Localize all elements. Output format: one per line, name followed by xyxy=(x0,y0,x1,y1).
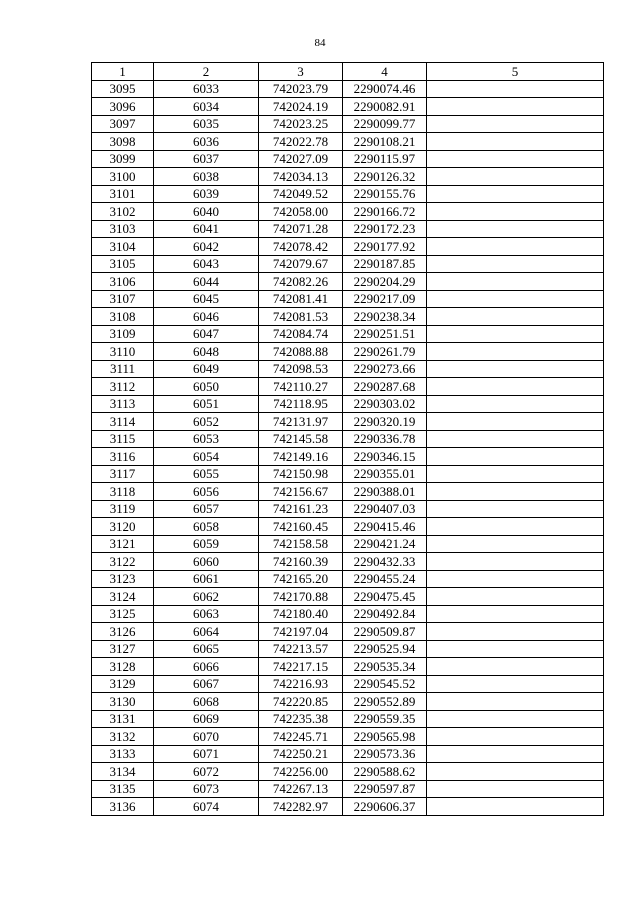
table-cell xyxy=(427,588,604,606)
table-cell: 742081.53 xyxy=(259,308,343,326)
table-cell: 742098.53 xyxy=(259,360,343,378)
table-cell: 2290597.87 xyxy=(343,780,427,798)
table-cell: 3123 xyxy=(92,570,154,588)
table-cell xyxy=(427,500,604,518)
table-cell: 3102 xyxy=(92,203,154,221)
table-cell: 742049.52 xyxy=(259,185,343,203)
table-row xyxy=(92,395,604,413)
table-cell: 742256.00 xyxy=(259,763,343,781)
table-row xyxy=(92,780,604,798)
table-row xyxy=(92,745,604,763)
table-cell: 6070 xyxy=(154,728,259,746)
table-cell: 6034 xyxy=(154,98,259,116)
table-cell: 6035 xyxy=(154,115,259,133)
table-cell: 3100 xyxy=(92,168,154,186)
table-row xyxy=(92,413,604,431)
table-cell: 742071.28 xyxy=(259,220,343,238)
table-cell: 2290552.89 xyxy=(343,693,427,711)
table-cell: 742022.78 xyxy=(259,133,343,151)
table-cell: 2290261.79 xyxy=(343,343,427,361)
table-cell: 2290355.01 xyxy=(343,465,427,483)
table-cell: 3107 xyxy=(92,290,154,308)
table-header xyxy=(92,63,604,81)
table-cell: 742088.88 xyxy=(259,343,343,361)
table-cell: 3098 xyxy=(92,133,154,151)
table-cell: 2290320.19 xyxy=(343,413,427,431)
table-cell: 3133 xyxy=(92,745,154,763)
table-cell: 742161.23 xyxy=(259,500,343,518)
table-cell: 742081.41 xyxy=(259,290,343,308)
table-row xyxy=(92,710,604,728)
table-cell: 2290565.98 xyxy=(343,728,427,746)
table-cell: 3119 xyxy=(92,500,154,518)
table-cell xyxy=(427,203,604,221)
table-cell xyxy=(427,238,604,256)
table-row xyxy=(92,430,604,448)
table-cell: 3127 xyxy=(92,640,154,658)
table-cell: 3136 xyxy=(92,798,154,816)
table-cell: 3129 xyxy=(92,675,154,693)
table-row xyxy=(92,798,604,816)
table-cell: 742079.67 xyxy=(259,255,343,273)
table-cell: 3104 xyxy=(92,238,154,256)
table-cell: 3110 xyxy=(92,343,154,361)
table-body xyxy=(92,80,604,815)
table-cell: 6047 xyxy=(154,325,259,343)
table-row xyxy=(92,325,604,343)
table-cell: 3095 xyxy=(92,80,154,98)
table-cell: 742267.13 xyxy=(259,780,343,798)
table-cell xyxy=(427,133,604,151)
table-row xyxy=(92,185,604,203)
table-row xyxy=(92,98,604,116)
table-cell: 2290172.23 xyxy=(343,220,427,238)
table-cell: 6066 xyxy=(154,658,259,676)
table-cell: 3096 xyxy=(92,98,154,116)
column-header: 5 xyxy=(427,63,604,81)
table-row xyxy=(92,220,604,238)
table-row xyxy=(92,168,604,186)
table-cell: 742023.79 xyxy=(259,80,343,98)
table-cell: 2290074.46 xyxy=(343,80,427,98)
table-cell: 2290455.24 xyxy=(343,570,427,588)
table-cell: 6051 xyxy=(154,395,259,413)
table-cell: 2290535.34 xyxy=(343,658,427,676)
table-cell xyxy=(427,465,604,483)
table-cell: 742145.58 xyxy=(259,430,343,448)
table-cell: 742084.74 xyxy=(259,325,343,343)
table-cell: 742160.45 xyxy=(259,518,343,536)
table-cell xyxy=(427,763,604,781)
table-cell: 6037 xyxy=(154,150,259,168)
table-cell xyxy=(427,448,604,466)
table-cell: 6069 xyxy=(154,710,259,728)
table-cell: 3128 xyxy=(92,658,154,676)
table-cell: 2290251.51 xyxy=(343,325,427,343)
table-cell: 6049 xyxy=(154,360,259,378)
table-cell: 6068 xyxy=(154,693,259,711)
table-cell: 3117 xyxy=(92,465,154,483)
table-cell: 6039 xyxy=(154,185,259,203)
table-row xyxy=(92,378,604,396)
table-cell: 2290217.09 xyxy=(343,290,427,308)
table-row xyxy=(92,290,604,308)
table-cell: 6038 xyxy=(154,168,259,186)
table-row xyxy=(92,728,604,746)
table-cell: 3112 xyxy=(92,378,154,396)
table-row xyxy=(92,150,604,168)
table-cell: 742216.93 xyxy=(259,675,343,693)
table-cell: 742165.20 xyxy=(259,570,343,588)
table-cell: 6046 xyxy=(154,308,259,326)
table-row xyxy=(92,343,604,361)
table-cell: 6058 xyxy=(154,518,259,536)
table-cell: 6057 xyxy=(154,500,259,518)
table-row xyxy=(92,273,604,291)
table-cell: 742217.15 xyxy=(259,658,343,676)
table-cell: 742220.85 xyxy=(259,693,343,711)
table-cell: 6054 xyxy=(154,448,259,466)
table-cell xyxy=(427,168,604,186)
table-cell: 3101 xyxy=(92,185,154,203)
table-row xyxy=(92,465,604,483)
table-cell: 3115 xyxy=(92,430,154,448)
table-row xyxy=(92,203,604,221)
table-cell xyxy=(427,570,604,588)
table-cell xyxy=(427,623,604,641)
table-cell: 2290099.77 xyxy=(343,115,427,133)
table-row xyxy=(92,500,604,518)
table-cell: 3106 xyxy=(92,273,154,291)
table-cell: 742034.13 xyxy=(259,168,343,186)
table-row xyxy=(92,238,604,256)
table-cell xyxy=(427,693,604,711)
table-cell xyxy=(427,115,604,133)
table-cell xyxy=(427,413,604,431)
table-cell: 6036 xyxy=(154,133,259,151)
table-cell: 6063 xyxy=(154,605,259,623)
table-cell xyxy=(427,483,604,501)
header-row xyxy=(92,63,604,81)
table-cell: 2290115.97 xyxy=(343,150,427,168)
table-cell: 6053 xyxy=(154,430,259,448)
table-cell: 742027.09 xyxy=(259,150,343,168)
table-cell: 6064 xyxy=(154,623,259,641)
table-cell xyxy=(427,343,604,361)
table-row xyxy=(92,658,604,676)
page-number: 84 xyxy=(314,37,326,49)
table-cell: 3130 xyxy=(92,693,154,711)
table-row xyxy=(92,623,604,641)
table-row xyxy=(92,535,604,553)
table-cell: 2290407.03 xyxy=(343,500,427,518)
table-cell: 742235.38 xyxy=(259,710,343,728)
table-row xyxy=(92,255,604,273)
table-cell: 2290509.87 xyxy=(343,623,427,641)
column-header: 2 xyxy=(154,63,259,81)
table-cell: 6074 xyxy=(154,798,259,816)
table-cell: 6043 xyxy=(154,255,259,273)
table-cell: 3126 xyxy=(92,623,154,641)
table-cell xyxy=(427,710,604,728)
table-cell: 742023.25 xyxy=(259,115,343,133)
table-cell: 3132 xyxy=(92,728,154,746)
table-cell xyxy=(427,430,604,448)
table-cell: 6041 xyxy=(154,220,259,238)
table-cell: 742250.21 xyxy=(259,745,343,763)
table-cell xyxy=(427,780,604,798)
table-cell: 742131.97 xyxy=(259,413,343,431)
table-cell: 3131 xyxy=(92,710,154,728)
table-cell: 2290432.33 xyxy=(343,553,427,571)
table-cell xyxy=(427,605,604,623)
table-cell: 2290475.45 xyxy=(343,588,427,606)
table-row xyxy=(92,80,604,98)
table-cell: 3111 xyxy=(92,360,154,378)
table-cell xyxy=(427,290,604,308)
table-cell: 2290588.62 xyxy=(343,763,427,781)
table-cell xyxy=(427,273,604,291)
table-row xyxy=(92,640,604,658)
table-cell: 742150.98 xyxy=(259,465,343,483)
table-cell: 742110.27 xyxy=(259,378,343,396)
table-row xyxy=(92,483,604,501)
table-cell: 3134 xyxy=(92,763,154,781)
table-cell: 6048 xyxy=(154,343,259,361)
table-cell: 6060 xyxy=(154,553,259,571)
table-cell: 2290204.29 xyxy=(343,273,427,291)
table-cell: 3120 xyxy=(92,518,154,536)
table-row xyxy=(92,570,604,588)
table-cell: 6071 xyxy=(154,745,259,763)
table-cell: 6056 xyxy=(154,483,259,501)
table-cell: 742078.42 xyxy=(259,238,343,256)
column-header: 4 xyxy=(343,63,427,81)
table-row xyxy=(92,588,604,606)
table-cell: 2290559.35 xyxy=(343,710,427,728)
table-cell: 742149.16 xyxy=(259,448,343,466)
table-cell: 6040 xyxy=(154,203,259,221)
table-cell xyxy=(427,325,604,343)
column-header: 1 xyxy=(92,63,154,81)
table-cell: 2290155.76 xyxy=(343,185,427,203)
table-row xyxy=(92,553,604,571)
table-cell xyxy=(427,658,604,676)
table-cell: 742245.71 xyxy=(259,728,343,746)
table-cell: 3122 xyxy=(92,553,154,571)
table-cell: 3097 xyxy=(92,115,154,133)
table-cell xyxy=(427,745,604,763)
table-cell: 2290421.24 xyxy=(343,535,427,553)
table-cell: 3121 xyxy=(92,535,154,553)
table-cell: 742180.40 xyxy=(259,605,343,623)
table-cell: 2290606.37 xyxy=(343,798,427,816)
table-cell xyxy=(427,675,604,693)
table-cell: 3105 xyxy=(92,255,154,273)
table-cell xyxy=(427,98,604,116)
table-cell: 742082.26 xyxy=(259,273,343,291)
table-cell: 742058.00 xyxy=(259,203,343,221)
table-cell: 2290273.66 xyxy=(343,360,427,378)
table-cell: 3114 xyxy=(92,413,154,431)
table-cell: 742197.04 xyxy=(259,623,343,641)
table-cell xyxy=(427,220,604,238)
table-cell: 3125 xyxy=(92,605,154,623)
table-cell: 2290415.46 xyxy=(343,518,427,536)
table-cell: 2290492.84 xyxy=(343,605,427,623)
table-cell: 6072 xyxy=(154,763,259,781)
table-row xyxy=(92,115,604,133)
table-cell: 6067 xyxy=(154,675,259,693)
table-cell: 2290166.72 xyxy=(343,203,427,221)
table-cell: 742213.57 xyxy=(259,640,343,658)
table-cell: 3113 xyxy=(92,395,154,413)
table-row xyxy=(92,133,604,151)
table-cell xyxy=(427,798,604,816)
table-row xyxy=(92,360,604,378)
column-header: 3 xyxy=(259,63,343,81)
table-cell xyxy=(427,535,604,553)
table-cell: 742170.88 xyxy=(259,588,343,606)
table-cell: 742282.97 xyxy=(259,798,343,816)
table-cell: 3099 xyxy=(92,150,154,168)
table-cell xyxy=(427,640,604,658)
table-cell: 2290082.91 xyxy=(343,98,427,116)
table-cell: 2290545.52 xyxy=(343,675,427,693)
table-row xyxy=(92,693,604,711)
table-cell: 2290525.94 xyxy=(343,640,427,658)
table-row xyxy=(92,763,604,781)
table-cell: 742156.67 xyxy=(259,483,343,501)
table-cell xyxy=(427,255,604,273)
table-cell: 2290303.02 xyxy=(343,395,427,413)
table-cell: 6044 xyxy=(154,273,259,291)
table-cell xyxy=(427,395,604,413)
table-cell xyxy=(427,150,604,168)
table-cell xyxy=(427,728,604,746)
table-cell: 742158.58 xyxy=(259,535,343,553)
table-cell xyxy=(427,360,604,378)
table-cell: 6045 xyxy=(154,290,259,308)
table-row xyxy=(92,605,604,623)
table-cell: 2290346.15 xyxy=(343,448,427,466)
table-cell: 2290177.92 xyxy=(343,238,427,256)
table-cell: 6033 xyxy=(154,80,259,98)
table-cell: 2290336.78 xyxy=(343,430,427,448)
table-cell: 3116 xyxy=(92,448,154,466)
table-cell: 2290108.21 xyxy=(343,133,427,151)
table-row xyxy=(92,308,604,326)
table-cell: 6059 xyxy=(154,535,259,553)
table-cell: 2290126.32 xyxy=(343,168,427,186)
table-cell: 3103 xyxy=(92,220,154,238)
table-cell: 742118.95 xyxy=(259,395,343,413)
table-cell xyxy=(427,518,604,536)
table-cell: 2290573.36 xyxy=(343,745,427,763)
table-cell: 6052 xyxy=(154,413,259,431)
table-cell: 3124 xyxy=(92,588,154,606)
table-row xyxy=(92,518,604,536)
table-cell xyxy=(427,185,604,203)
table-cell: 3109 xyxy=(92,325,154,343)
table-cell: 742024.19 xyxy=(259,98,343,116)
table-cell: 6061 xyxy=(154,570,259,588)
table-row xyxy=(92,448,604,466)
table-cell: 3108 xyxy=(92,308,154,326)
table-cell: 742160.39 xyxy=(259,553,343,571)
table-cell xyxy=(427,80,604,98)
table-cell: 2290388.01 xyxy=(343,483,427,501)
table-cell: 6055 xyxy=(154,465,259,483)
table-cell: 3118 xyxy=(92,483,154,501)
coordinates-table xyxy=(91,62,604,816)
table-cell: 2290238.34 xyxy=(343,308,427,326)
table-row xyxy=(92,675,604,693)
table-cell: 6065 xyxy=(154,640,259,658)
table-cell: 6073 xyxy=(154,780,259,798)
table-cell xyxy=(427,378,604,396)
table-cell xyxy=(427,553,604,571)
table-cell: 6062 xyxy=(154,588,259,606)
table-cell: 6050 xyxy=(154,378,259,396)
table-cell: 3135 xyxy=(92,780,154,798)
table-cell: 6042 xyxy=(154,238,259,256)
table-cell: 2290287.68 xyxy=(343,378,427,396)
table-cell: 2290187.85 xyxy=(343,255,427,273)
table-cell xyxy=(427,308,604,326)
